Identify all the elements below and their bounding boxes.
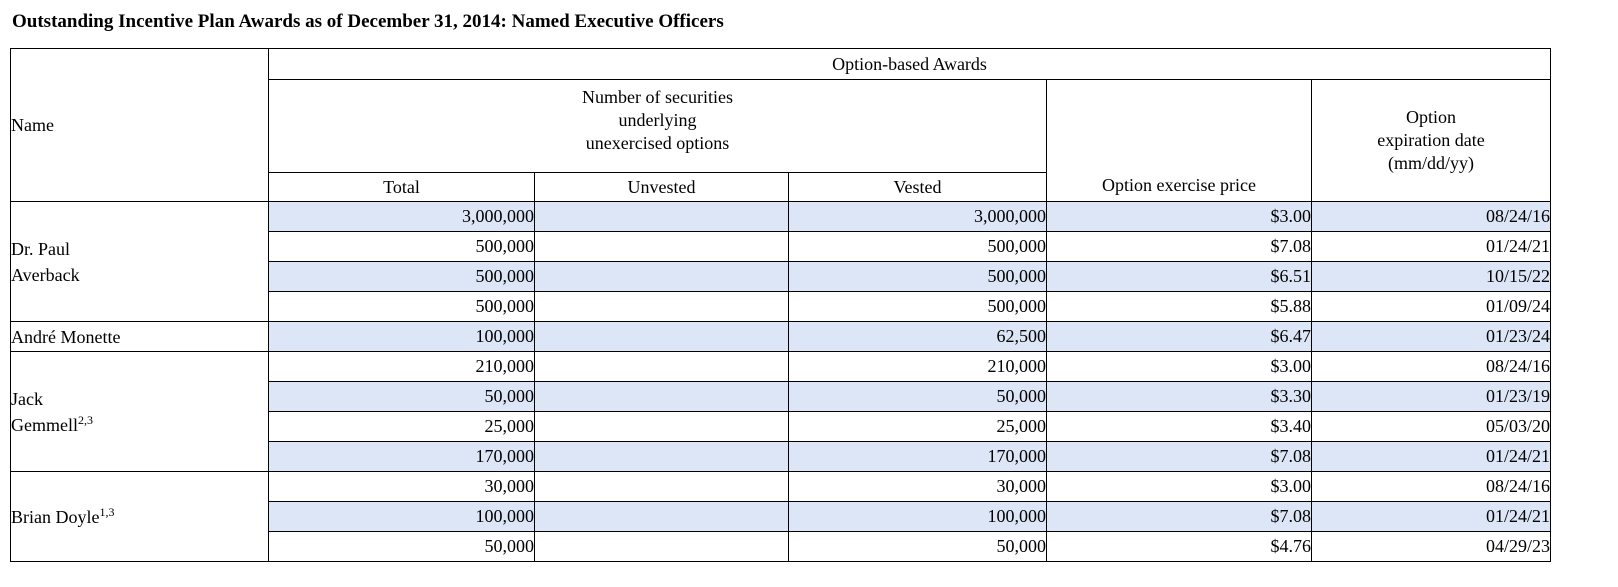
award-exercise-price-cell: $4.76 [1047,532,1312,562]
header-cell-unvested [535,173,789,202]
header-label-securities-line1: Number of securities [582,87,733,107]
header-label-option-based-awards: Option-based Awards [832,53,987,74]
header-cell-option-based-awards [269,49,1551,80]
table-row [11,202,1551,232]
award-vested-cell: 30,000 [789,472,1047,502]
officer-name-line: Brian Doyle$^{1,3}$ [11,504,115,527]
award-expiration-date-cell: 01/24/21 [1312,442,1551,472]
award-total-cell: 100,000 [269,322,535,352]
award-unvested-cell [535,352,789,382]
footnote-marker: 1,3 [99,504,115,519]
award-unvested-cell [535,442,789,472]
award-exercise-price-cell: $3.00 [1047,202,1312,232]
officer-name-cell [11,352,269,472]
award-total-cell: 50,000 [269,532,535,562]
award-exercise-price-cell: $3.40 [1047,412,1312,442]
award-exercise-price-cell: $6.47 [1047,322,1312,352]
award-vested-cell: 500,000 [789,232,1047,262]
award-vested-cell: 25,000 [789,412,1047,442]
header-cell-expiration-date [1312,80,1551,202]
award-expiration-date-cell: 01/23/24 [1312,322,1551,352]
award-exercise-price-cell: $3.30 [1047,382,1312,412]
award-exercise-price-cell: $3.00 [1047,352,1312,382]
award-expiration-date-cell: 01/23/19 [1312,382,1551,412]
award-total-cell: 50,000 [269,382,535,412]
award-exercise-price-cell: $6.51 [1047,262,1312,292]
award-total-cell: 500,000 [269,262,535,292]
award-total-cell: 210,000 [269,352,535,382]
header-cell-vested [789,173,1047,202]
award-exercise-price-cell: $7.08 [1047,232,1312,262]
header-cell-name [11,49,269,202]
award-vested-cell: 500,000 [789,262,1047,292]
officer-name-cell [11,202,269,322]
header-label-unvested: Unvested [627,176,696,197]
award-expiration-date-cell: 01/24/21 [1312,232,1551,262]
award-vested-cell: 62,500 [789,322,1047,352]
header-cell-total [269,173,535,202]
header-label-securities-line2: underlying [618,110,697,130]
officer-name-line: Dr. Paul [11,238,71,259]
award-total-cell: 30,000 [269,472,535,502]
award-total-cell: 3,000,000 [269,202,535,232]
officer-name-line: Jack [11,388,43,409]
award-total-cell: 500,000 [269,232,535,262]
award-unvested-cell [535,472,789,502]
award-vested-cell: 100,000 [789,502,1047,532]
award-expiration-date-cell: 01/09/24 [1312,292,1551,322]
award-vested-cell: 50,000 [789,382,1047,412]
header-row-group [11,49,1551,80]
officer-name-line: Gemmell$^{2,3}$ [11,412,93,435]
header-label-expiration-line2: expiration date [1377,130,1485,150]
award-vested-cell: 3,000,000 [789,202,1047,232]
officer-name-line: André Monette [11,326,121,347]
award-total-cell: 25,000 [269,412,535,442]
award-total-cell: 500,000 [269,292,535,322]
award-expiration-date-cell: 08/24/16 [1312,472,1551,502]
award-unvested-cell [535,232,789,262]
award-vested-cell: 170,000 [789,442,1047,472]
award-unvested-cell [535,322,789,352]
officer-name-cell [11,472,269,562]
award-unvested-cell [535,292,789,322]
table-header [11,49,1551,202]
header-label-expiration-line3: (mm/dd/yy) [1388,153,1475,173]
outstanding-awards-table [10,48,1551,562]
award-expiration-date-cell: 01/24/21 [1312,502,1551,532]
award-exercise-price-cell: $7.08 [1047,442,1312,472]
award-expiration-date-cell: 08/24/16 [1312,352,1551,382]
award-vested-cell: 500,000 [789,292,1047,322]
award-unvested-cell [535,502,789,532]
award-total-cell: 170,000 [269,442,535,472]
table-row [11,322,1551,352]
header-cell-securities-group [269,80,1047,173]
award-expiration-date-cell: 04/29/23 [1312,532,1551,562]
award-vested-cell: 210,000 [789,352,1047,382]
header-label-total: Total [383,176,420,197]
header-cell-exercise-price [1047,80,1312,202]
award-total-cell: 100,000 [269,502,535,532]
award-vested-cell: 50,000 [789,532,1047,562]
page-title: Outstanding Incentive Plan Awards as of December 31, 2014: Named Executive Officers [12,11,724,32]
award-expiration-date-cell: 08/24/16 [1312,202,1551,232]
header-label-expiration-line1: Option [1406,107,1457,127]
header-label-vested: Vested [893,176,942,197]
header-label-name: Name [11,114,54,135]
award-expiration-date-cell: 10/15/22 [1312,262,1551,292]
award-expiration-date-cell: 05/03/20 [1312,412,1551,442]
header-label-securities-line3: unexercised options [585,133,730,153]
award-exercise-price-cell: $5.88 [1047,292,1312,322]
table-row [11,472,1551,502]
award-exercise-price-cell: $7.08 [1047,502,1312,532]
table-row [11,352,1551,382]
footnote-marker: 2,3 [77,412,93,427]
table-body [11,202,1551,562]
award-unvested-cell [535,202,789,232]
award-unvested-cell [535,382,789,412]
award-unvested-cell [535,532,789,562]
header-label-exercise-price: Option exercise price [1102,175,1256,195]
officer-name-cell [11,322,269,352]
award-exercise-price-cell: $3.00 [1047,472,1312,502]
award-unvested-cell [535,262,789,292]
award-unvested-cell [535,412,789,442]
officer-name-line: Averback [11,264,80,285]
